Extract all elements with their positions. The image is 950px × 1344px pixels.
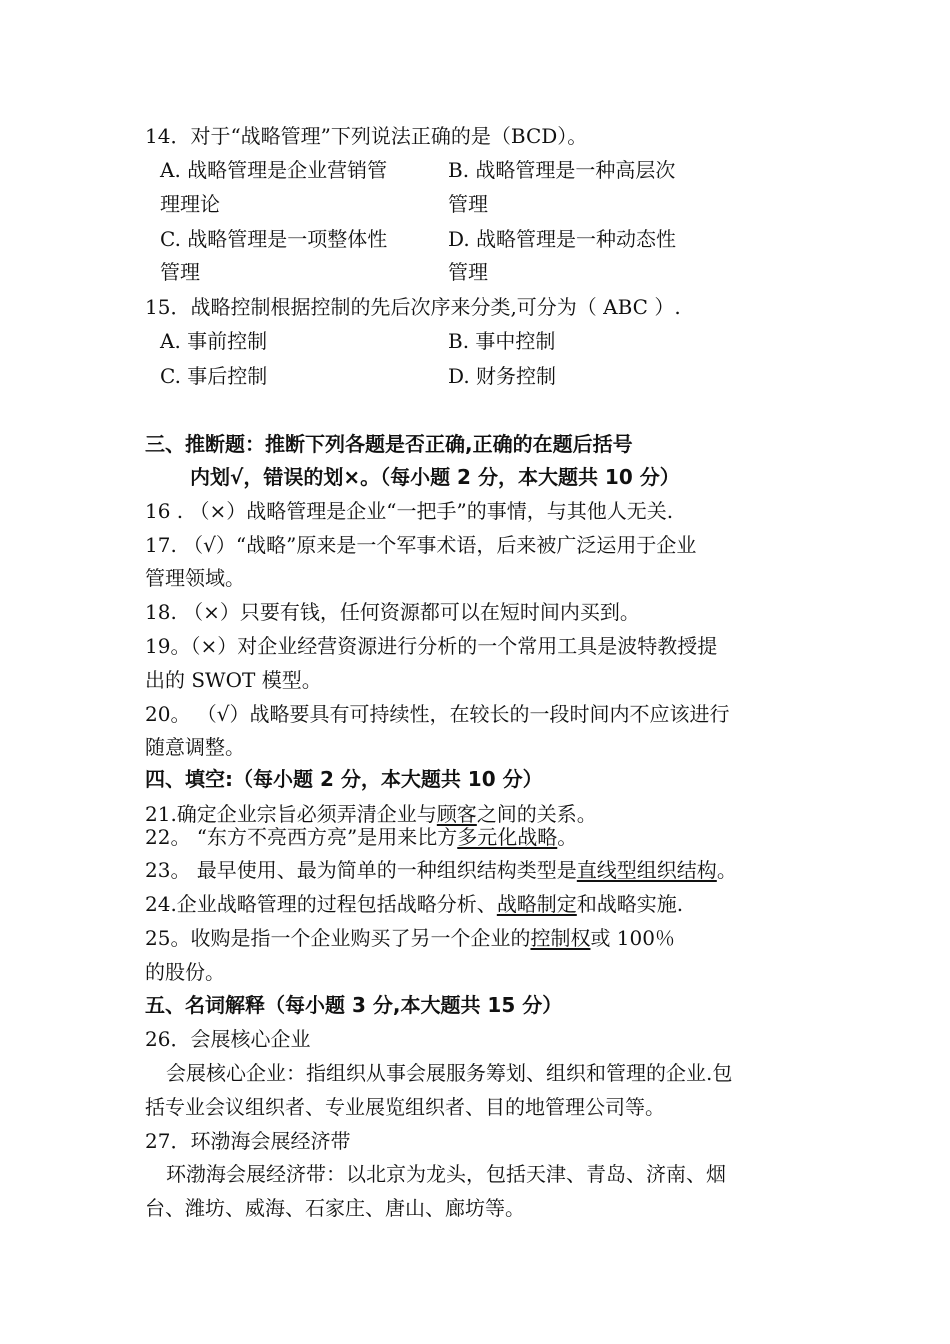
- q20-line1: 20。 （√）战略要具有可持续性，在较长的一段时间内不应该进行: [145, 702, 730, 726]
- section-5-heading: 五、名词解释（每小题 3 分,本大题共 15 分）: [145, 993, 563, 1017]
- q14-option-c-line1: C. 战略管理是一项整体性: [160, 227, 388, 251]
- q26-title: 26．会展核心企业: [145, 1027, 311, 1051]
- q22: [145, 823, 577, 851]
- q23: [145, 856, 737, 884]
- q14-stem: 14．对于“战略管理”下列说法正确的是（BCD）。: [145, 124, 588, 148]
- q25-line1: [145, 924, 675, 952]
- q23-text: 23。 最早使用、最为简单的一种组织结构类型是: [145, 858, 577, 882]
- q21-answer: 顾客: [436, 802, 477, 826]
- q22-text-end: 。: [557, 825, 578, 849]
- section-3-heading-line2: 内划√，错误的划×。（每小题 2 分，本大题共 10 分）: [190, 465, 680, 489]
- q15-stem: 15．战略控制根据控制的先后次序来分类,可分为（ ABC ）.: [145, 295, 681, 319]
- q20-line2: 随意调整。: [145, 735, 245, 759]
- q23-text-end: 。: [716, 858, 737, 882]
- q15-option-b: B. 事中控制: [448, 329, 556, 353]
- q25-answer: 控制权: [530, 926, 591, 950]
- q14-option-b-line1: B. 战略管理是一种高层次: [448, 158, 676, 182]
- q17-line2: 管理领域。: [145, 566, 245, 590]
- q22-text: 22。 “东方不亮西方亮”是用来比方: [145, 825, 458, 849]
- q24-answer: 战略制定: [496, 892, 577, 916]
- q19-line2: 出的 SWOT 模型。: [145, 668, 322, 692]
- q25-text: 25。收购是指一个企业购买了另一个企业的: [145, 926, 531, 950]
- q24-text-end: 和战略实施.: [576, 892, 684, 916]
- q15-option-a: A. 事前控制: [160, 329, 268, 353]
- section-4-heading: 四、填空:（每小题 2 分，本大题共 10 分）: [145, 767, 543, 791]
- q26-answer-line1: 会展核心企业：指组织从事会展服务筹划、组织和管理的企业.包: [166, 1061, 733, 1085]
- q24: [145, 890, 683, 918]
- q16: 16 . （×）战略管理是企业“一把手”的事情，与其他人无关.: [145, 499, 674, 523]
- q21-text: 21.确定企业宗旨必须弄清企业与: [145, 802, 437, 826]
- q14-option-b-line2: 管理: [448, 192, 488, 216]
- q17-line1: 17. （√）“战略”原来是一个军事术语，后来被广泛运用于企业: [145, 533, 697, 557]
- q26-answer-line2: 括专业会议组织者、专业展览组织者、目的地管理公司等。: [145, 1095, 665, 1119]
- q15-option-c: C. 事后控制: [160, 364, 268, 388]
- q24-text: 24.企业战略管理的过程包括战略分析、: [145, 892, 497, 916]
- q19-line1: 19。（×）对企业经营资源进行分析的一个常用工具是波特教授提: [145, 634, 718, 658]
- q27-answer-line2: 台、潍坊、威海、石家庄、唐山、廊坊等。: [145, 1196, 525, 1220]
- q27-answer-line1: 环渤海会展经济带：以北京为龙头，包括天津、青岛、济南、烟: [166, 1162, 726, 1186]
- q14-option-d-line1: D. 战略管理是一种动态性: [448, 227, 677, 251]
- q22-answer: 多元化战略: [457, 825, 558, 849]
- q23-answer: 直线型组织结构: [576, 858, 717, 882]
- q25-text-end: 或 100％: [590, 926, 675, 950]
- q21-text-end: 之间的关系。: [476, 802, 597, 826]
- q18: 18. （×）只要有钱，任何资源都可以在短时间内买到。: [145, 600, 640, 624]
- q14-option-a-line1: A. 战略管理是企业营销管: [160, 158, 388, 182]
- q15-option-d: D. 财务控制: [448, 364, 557, 388]
- q25-line2: 的股份。: [145, 960, 225, 984]
- q14-option-d-line2: 管理: [448, 260, 488, 284]
- q14-option-a-line2: 理理论: [160, 192, 220, 216]
- q27-title: 27．环渤海会展经济带: [145, 1129, 351, 1153]
- q14-option-c-line2: 管理: [160, 260, 200, 284]
- section-3-heading-line1: 三、推断题：推断下列各题是否正确,正确的在题后括号: [145, 432, 633, 456]
